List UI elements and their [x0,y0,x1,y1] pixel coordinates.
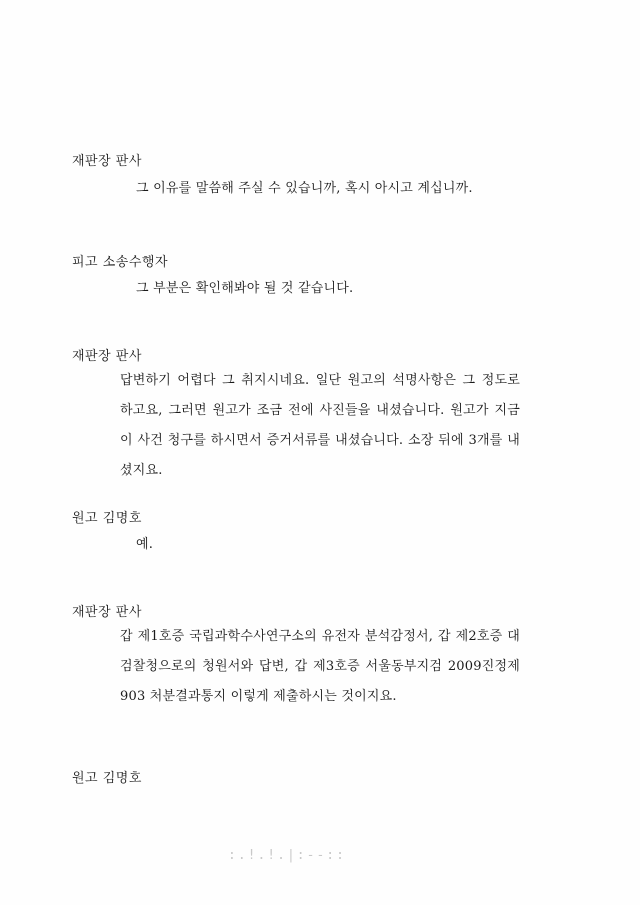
page-footer-mark: :.!.!.|:--:: [228,848,346,863]
speaker-label: 재판장 판사 [72,605,142,620]
speech-text [120,274,520,304]
speaker-label: 재판장 판사 [72,154,142,169]
speech-text [120,366,520,486]
speech-paragraph: 예. [136,537,154,552]
speech-text [120,174,520,204]
speaker-label: 재판장 판사 [72,349,142,364]
speech-text [120,530,520,560]
speech-paragraph: 답변하기 어렵다 그 취지시네요. 일단 원고의 석명사항은 그 정도로 하고요, 그러면 원고가 조금 전에 사진들을 내셨습니다. 원고가 지금 이 사건 청구를 하시면서 증거서류를 내셨습니다. 소장 뒤에 3개를 내셨지요. [120,373,520,478]
speaker-label: 원고 김명호 [72,511,142,526]
speech-paragraph: 그 부분은 확인해봐야 될 것 같습니다. [136,281,354,296]
speech-paragraph: 그 이유를 말씀해 주실 수 있습니까, 혹시 아시고 계십니까. [136,181,473,196]
speech-paragraph: 갑 제1호증 국립과학수사연구소의 유전자 분석감정서, 갑 제2호증 대검찰청으로의 청원서와 답변, 갑 제3호증 서울동부지검 2009진정제903 처분결과통지 이렇게 제출하시는 것이지요. [120,629,520,704]
speaker-label: 원고 김명호 [72,771,142,786]
speech-text [120,622,520,712]
speaker-label: 피고 소송수행자 [72,255,169,270]
